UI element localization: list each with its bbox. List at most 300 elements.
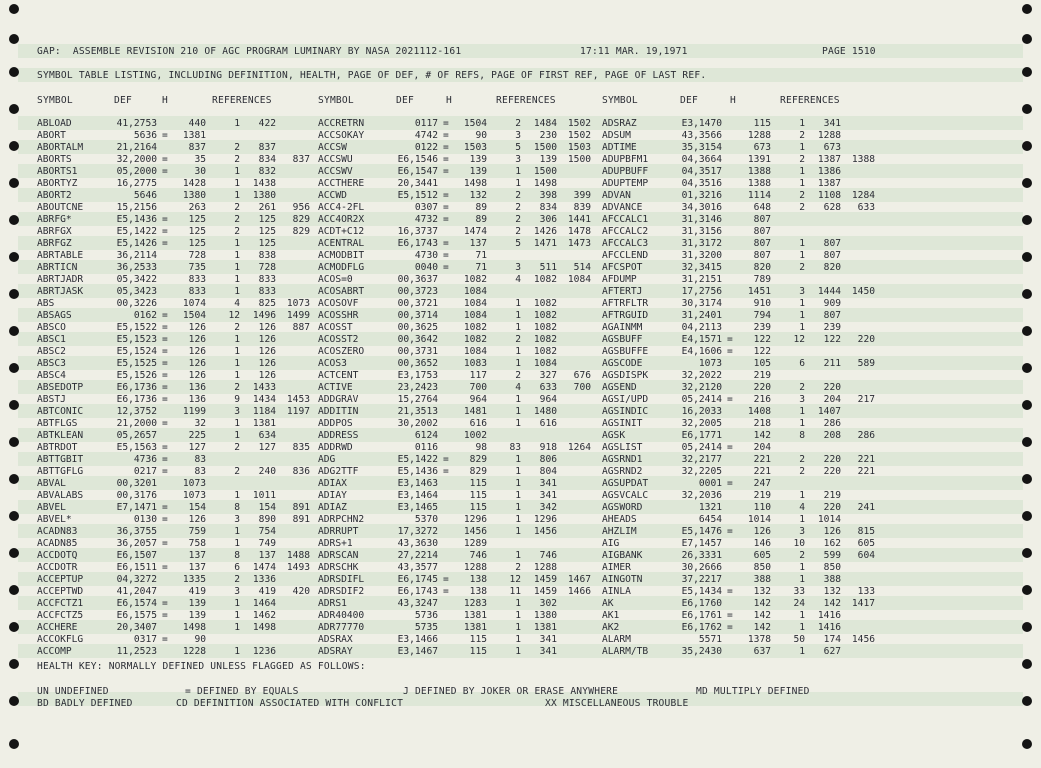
def-page-cell: 137 — [469, 238, 487, 249]
first-ref-cell: 125 — [258, 214, 276, 225]
def-cell: 32,2005 — [681, 418, 722, 429]
symbol-cell: ABSC2 — [37, 346, 66, 357]
symbol-cell: ADR77770 — [318, 622, 365, 633]
first-ref-cell: 1433 — [252, 382, 276, 393]
ref-count-cell: 1 — [515, 466, 521, 477]
ref-count-cell: 8 — [234, 502, 240, 513]
first-ref-cell: 1386 — [817, 166, 841, 177]
ref-count-cell: 1 — [515, 322, 521, 333]
def-cell: 00,3731 — [397, 346, 438, 357]
def-cell: 0130 — [133, 514, 157, 525]
ref-count-cell: 1 — [234, 418, 240, 429]
ref-count-cell: 4 — [515, 274, 521, 285]
feed-hole-icon — [9, 178, 19, 188]
def-cell: 04,3272 — [116, 574, 157, 585]
first-ref-cell: 142 — [823, 598, 841, 609]
def-page-cell: 247 — [753, 478, 771, 489]
def-cell: 00,3201 — [116, 478, 157, 489]
first-ref-cell: 208 — [823, 430, 841, 441]
first-ref-cell: 964 — [539, 394, 557, 405]
def-cell: 11,2523 — [116, 646, 157, 657]
def-cell: 0317 — [133, 634, 157, 645]
def-page-cell: 220 — [753, 382, 771, 393]
def-cell: 31,2401 — [681, 310, 722, 321]
col-header-references: REFERENCES — [780, 95, 840, 106]
def-cell: 21,2000 — [116, 418, 157, 429]
def-page-cell: 1283 — [463, 598, 487, 609]
def-cell: 4736 — [133, 454, 157, 465]
health-cell: = — [162, 418, 168, 429]
last-ref-cell: 1467 — [567, 574, 591, 585]
def-cell: E5,1526 — [116, 370, 157, 381]
symbol-cell: AGSWORD — [602, 502, 643, 513]
health-cell: = — [443, 202, 449, 213]
health-cell: = — [443, 166, 449, 177]
last-ref-cell: 1488 — [286, 550, 310, 561]
ref-count-cell: 1 — [515, 478, 521, 489]
def-cell: 32,2177 — [681, 454, 722, 465]
first-ref-cell: 833 — [258, 274, 276, 285]
symbol-cell: ABSAGS — [37, 310, 72, 321]
health-cell: = — [727, 394, 733, 405]
last-ref-cell: 1441 — [567, 214, 591, 225]
last-ref-cell: 887 — [292, 322, 310, 333]
def-cell: E3,1466 — [397, 634, 438, 645]
symbol-cell: ACDT+C12 — [318, 226, 365, 237]
last-ref-cell: 839 — [573, 202, 591, 213]
ref-count-cell: 2 — [234, 466, 240, 477]
feed-hole-icon — [1022, 548, 1032, 558]
first-ref-cell: 1471 — [533, 238, 557, 249]
def-page-cell: 1114 — [747, 190, 771, 201]
first-ref-cell: 1236 — [252, 646, 276, 657]
health-cell: = — [443, 142, 449, 153]
first-ref-cell: 306 — [539, 214, 557, 225]
first-ref-cell: 1084 — [533, 358, 557, 369]
feed-hole-icon — [9, 739, 19, 749]
def-page-cell: 125 — [188, 214, 206, 225]
def-cell: E5,1512 — [397, 190, 438, 201]
def-cell: 32,3415 — [681, 262, 722, 273]
symbol-cell: AGSVCALC — [602, 490, 649, 501]
def-page-cell: 648 — [753, 202, 771, 213]
symbol-cell: AGSINDIC — [602, 406, 649, 417]
first-ref-cell: 1462 — [252, 610, 276, 621]
def-cell: 0217 — [133, 466, 157, 477]
symbol-cell: ADIAX — [318, 478, 347, 489]
health-key-title: HEALTH KEY: NORMALLY DEFINED UNLESS FLAGGED AS FOLLOWS: — [37, 661, 366, 672]
def-page-cell: 132 — [469, 190, 487, 201]
last-ref-cell: 836 — [292, 466, 310, 477]
def-page-cell: 789 — [753, 274, 771, 285]
health-key-item: = DEFINED BY EQUALS — [185, 686, 299, 697]
def-cell: 1073 — [698, 358, 722, 369]
def-cell: 36,2114 — [116, 250, 157, 261]
feed-hole-icon — [9, 104, 19, 114]
health-cell: = — [162, 562, 168, 573]
def-cell: 00,3714 — [397, 310, 438, 321]
def-cell: 36,2057 — [116, 538, 157, 549]
first-ref-cell: 1498 — [252, 622, 276, 633]
feed-hole-icon — [1022, 141, 1032, 151]
def-page-cell: 1073 — [182, 490, 206, 501]
health-key-item: CD DEFINITION ASSOCIATED WITH CONFLICT — [176, 698, 404, 709]
def-page-cell: 807 — [753, 226, 771, 237]
def-page-cell: 1084 — [463, 346, 487, 357]
symbol-cell: ADRPCHN2 — [318, 514, 365, 525]
first-ref-cell: 126 — [258, 334, 276, 345]
ref-count-cell: 1 — [799, 646, 805, 657]
first-ref-cell: 1296 — [533, 514, 557, 525]
last-ref-cell: 837 — [292, 154, 310, 165]
symbol-cell: ACOSZERO — [318, 346, 365, 357]
symbol-cell: AGSK — [602, 430, 626, 441]
last-ref-cell: 1502 — [567, 130, 591, 141]
last-ref-cell: 1466 — [567, 586, 591, 597]
symbol-cell: AIGBANK — [602, 550, 643, 561]
feed-hole-icon — [1022, 326, 1032, 336]
def-page-cell: 1498 — [463, 178, 487, 189]
def-page-cell: 142 — [753, 598, 771, 609]
def-cell: 00,3637 — [397, 274, 438, 285]
def-page-cell: 616 — [469, 418, 487, 429]
def-page-cell: 964 — [469, 394, 487, 405]
def-page-cell: 132 — [753, 586, 771, 597]
feed-hole-icon — [9, 363, 19, 373]
def-cell: E3,1470 — [681, 118, 722, 129]
def-cell: 00,3176 — [116, 490, 157, 501]
symbol-cell: ABOUTCNE — [37, 202, 84, 213]
def-cell: 0001 — [698, 478, 722, 489]
symbol-cell: ABSCO — [37, 322, 66, 333]
def-cell: 00,3721 — [397, 298, 438, 309]
ref-count-cell: 1 — [515, 502, 521, 513]
last-ref-cell: 891 — [292, 502, 310, 513]
ref-count-cell: 1 — [515, 358, 521, 369]
first-ref-cell: 341 — [539, 634, 557, 645]
symbol-cell: ADIAZ — [318, 502, 347, 513]
def-page-cell: 850 — [753, 562, 771, 573]
def-cell: 16,2033 — [681, 406, 722, 417]
def-cell: E6,1762 — [681, 622, 722, 633]
symbol-cell: ABRTJASK — [37, 286, 84, 297]
symbol-cell: ADRSDIFL — [318, 574, 365, 585]
first-ref-cell: 1082 — [533, 334, 557, 345]
def-cell: 36,2533 — [116, 262, 157, 273]
def-cell: 27,2214 — [397, 550, 438, 561]
def-page-cell: 759 — [188, 526, 206, 537]
def-cell: 30,3174 — [681, 298, 722, 309]
first-ref-cell: 204 — [823, 394, 841, 405]
def-cell: 15,2764 — [397, 394, 438, 405]
symbol-cell: ACCWD — [318, 190, 347, 201]
def-page-cell: 115 — [469, 646, 487, 657]
feed-hole-icon — [9, 289, 19, 299]
first-ref-cell: 749 — [258, 538, 276, 549]
first-ref-cell: 132 — [823, 586, 841, 597]
feed-hole-icon — [9, 252, 19, 262]
health-cell: = — [443, 574, 449, 585]
symbol-cell: ACC4-2FL — [318, 202, 365, 213]
health-cell: = — [162, 358, 168, 369]
def-cell: 1321 — [698, 502, 722, 513]
ref-count-cell: 1 — [515, 346, 521, 357]
def-cell: E3,1465 — [397, 502, 438, 513]
ref-count-cell: 1 — [515, 526, 521, 537]
first-ref-cell: 126 — [823, 526, 841, 537]
def-page-cell: 138 — [469, 586, 487, 597]
ref-count-cell: 2 — [799, 154, 805, 165]
ref-count-cell: 1 — [234, 166, 240, 177]
first-ref-cell: 820 — [823, 262, 841, 273]
symbol-cell: ACCTHERE — [318, 178, 365, 189]
def-page-cell: 1504 — [463, 118, 487, 129]
def-page-cell: 35 — [194, 154, 206, 165]
col-header-def: DEF — [114, 95, 132, 106]
health-cell: = — [162, 466, 168, 477]
ref-count-cell: 1 — [515, 406, 521, 417]
def-cell: E5,1523 — [116, 334, 157, 345]
first-ref-cell: 162 — [823, 538, 841, 549]
def-cell: 31,3156 — [681, 226, 722, 237]
def-cell: 00,3625 — [397, 322, 438, 333]
symbol-cell: ACENTRAL — [318, 238, 365, 249]
last-ref-cell: 891 — [292, 514, 310, 525]
first-ref-cell: 1014 — [817, 514, 841, 525]
feed-hole-icon — [9, 400, 19, 410]
ref-count-cell: 2 — [515, 226, 521, 237]
def-cell: E5,1426 — [116, 238, 157, 249]
symbol-cell: ABLOAD — [37, 118, 72, 129]
def-cell: E5,1422 — [116, 226, 157, 237]
health-key-item: BD BADLY DEFINED — [37, 698, 133, 709]
health-cell: = — [162, 346, 168, 357]
feed-hole-icon — [9, 34, 19, 44]
def-cell: E4,1606 — [681, 346, 722, 357]
first-ref-cell: 909 — [823, 298, 841, 309]
def-cell: 00,3652 — [397, 358, 438, 369]
ref-count-cell: 1 — [234, 370, 240, 381]
def-page-cell: 89 — [475, 214, 487, 225]
ref-count-cell: 4 — [799, 502, 805, 513]
first-ref-cell: 837 — [258, 142, 276, 153]
last-ref-cell: 221 — [857, 454, 875, 465]
print-timestamp: 17:11 MAR. 19,1971 — [580, 46, 688, 57]
health-cell: = — [727, 622, 733, 633]
first-ref-cell: 1082 — [533, 322, 557, 333]
def-page-cell: 90 — [475, 130, 487, 141]
first-ref-cell: 1082 — [533, 346, 557, 357]
def-page-cell: 440 — [188, 118, 206, 129]
health-cell: = — [727, 586, 733, 597]
symbol-cell: ADVAN — [602, 190, 631, 201]
health-cell: = — [443, 454, 449, 465]
first-ref-cell: 825 — [258, 298, 276, 309]
ref-count-cell: 12 — [793, 334, 805, 345]
symbol-cell: ABSTJ — [37, 394, 66, 405]
def-cell: 6454 — [698, 514, 722, 525]
def-page-cell: 105 — [753, 358, 771, 369]
feed-hole-icon — [9, 511, 19, 521]
ref-count-cell: 2 — [515, 118, 521, 129]
ref-count-cell: 5 — [515, 142, 521, 153]
def-page-cell: 746 — [469, 550, 487, 561]
symbol-cell: ABS — [37, 298, 55, 309]
symbol-cell: ADSRAZ — [602, 118, 637, 129]
ref-count-cell: 1 — [515, 550, 521, 561]
symbol-cell: ACOS3 — [318, 358, 347, 369]
first-ref-cell: 1500 — [533, 142, 557, 153]
feed-hole-icon — [9, 215, 19, 225]
health-cell: = — [162, 394, 168, 405]
def-page-cell: 136 — [188, 394, 206, 405]
first-ref-cell: 220 — [823, 454, 841, 465]
ref-count-cell: 2 — [234, 142, 240, 153]
symbol-cell: AFTERTJ — [602, 286, 643, 297]
first-ref-cell: 125 — [258, 238, 276, 249]
col-header-references: REFERENCES — [496, 95, 556, 106]
def-page-cell: 32 — [194, 418, 206, 429]
symbol-cell: ABRTICN — [37, 262, 78, 273]
ref-count-cell: 5 — [515, 238, 521, 249]
first-ref-cell: 1011 — [252, 490, 276, 501]
def-page-cell: 1451 — [747, 286, 771, 297]
symbol-cell: ACC4OR2X — [318, 214, 365, 225]
symbol-cell: ABORTS — [37, 154, 72, 165]
symbol-cell: ACOS=0 — [318, 274, 353, 285]
ref-count-cell: 1 — [799, 166, 805, 177]
def-page-cell: 1388 — [747, 166, 771, 177]
symbol-cell: ABORT — [37, 130, 66, 141]
def-cell: 4742 — [414, 130, 438, 141]
first-ref-cell: 1416 — [817, 610, 841, 621]
def-cell: 00,3723 — [397, 286, 438, 297]
ref-count-cell: 1 — [799, 406, 805, 417]
def-page-cell: 1288 — [463, 562, 487, 573]
ref-count-cell: 1 — [799, 142, 805, 153]
symbol-cell: ABTFLGS — [37, 418, 78, 429]
def-cell: E6,1771 — [681, 430, 722, 441]
symbol-cell: AGAINMM — [602, 322, 643, 333]
ref-count-cell: 3 — [515, 262, 521, 273]
symbol-cell: ADSRAX — [318, 634, 353, 645]
ref-count-cell: 1 — [799, 610, 805, 621]
ref-count-cell: 9 — [234, 394, 240, 405]
ref-count-cell: 3 — [234, 586, 240, 597]
first-ref-cell: 239 — [823, 322, 841, 333]
feed-hole-icon — [1022, 104, 1032, 114]
symbol-cell: ADRRUPT — [318, 526, 359, 537]
symbol-cell: ACADN83 — [37, 526, 78, 537]
def-page-cell: 910 — [753, 298, 771, 309]
symbol-cell: ACCOKFLG — [37, 634, 84, 645]
symbol-cell: ABSC4 — [37, 370, 66, 381]
first-ref-cell: 126 — [258, 370, 276, 381]
symbol-cell: AK1 — [602, 610, 620, 621]
symbol-cell: ADRSDIF2 — [318, 586, 365, 597]
last-ref-cell: 1453 — [286, 394, 310, 405]
ref-count-cell: 1 — [515, 490, 521, 501]
feed-hole-icon — [1022, 4, 1032, 14]
first-ref-cell: 633 — [539, 382, 557, 393]
def-cell: 30,2666 — [681, 562, 722, 573]
first-ref-cell: 1484 — [533, 118, 557, 129]
last-ref-cell: 1502 — [567, 118, 591, 129]
def-cell: E3,1467 — [397, 646, 438, 657]
symbol-cell: ACCSW — [318, 142, 347, 153]
def-page-cell: 127 — [188, 442, 206, 453]
health-cell: = — [162, 214, 168, 225]
def-page-cell: 1378 — [747, 634, 771, 645]
first-ref-cell: 122 — [823, 334, 841, 345]
def-cell: 4732 — [414, 214, 438, 225]
ref-count-cell: 1 — [234, 190, 240, 201]
ref-count-cell: 2 — [234, 202, 240, 213]
def-cell: 17,2756 — [681, 286, 722, 297]
symbol-cell: ADG — [318, 454, 336, 465]
def-page-cell: 1082 — [463, 322, 487, 333]
def-page-cell: 1503 — [463, 142, 487, 153]
health-cell: = — [443, 130, 449, 141]
symbol-cell: ADDITIN — [318, 406, 359, 417]
def-page-cell: 221 — [753, 454, 771, 465]
first-ref-cell: 1500 — [533, 166, 557, 177]
def-cell: 4730 — [414, 250, 438, 261]
health-cell: = — [443, 586, 449, 597]
symbol-cell: ADIAY — [318, 490, 347, 501]
def-page-cell: 807 — [753, 238, 771, 249]
symbol-cell: ADRS1 — [318, 598, 347, 609]
ref-count-cell: 11 — [509, 586, 521, 597]
health-cell: = — [162, 226, 168, 237]
first-ref-cell: 1434 — [252, 394, 276, 405]
first-ref-cell: 1459 — [533, 574, 557, 585]
symbol-cell: ACOSABRT — [318, 286, 365, 297]
ref-count-cell: 2 — [799, 382, 805, 393]
def-cell: 43,3247 — [397, 598, 438, 609]
def-page-cell: 1083 — [463, 358, 487, 369]
first-ref-cell: 126 — [258, 322, 276, 333]
first-ref-cell: 746 — [539, 550, 557, 561]
last-ref-cell: 217 — [857, 394, 875, 405]
first-ref-cell: 838 — [258, 250, 276, 261]
first-ref-cell: 1082 — [533, 274, 557, 285]
def-page-cell: 1014 — [747, 514, 771, 525]
def-cell: E6,1511 — [116, 562, 157, 573]
symbol-cell: ADDPOS — [318, 418, 353, 429]
def-cell: 41,2047 — [116, 586, 157, 597]
ref-count-cell: 2 — [515, 370, 521, 381]
ref-count-cell: 3 — [799, 394, 805, 405]
symbol-cell: AGSRND2 — [602, 466, 643, 477]
health-cell: = — [162, 322, 168, 333]
first-ref-cell: 673 — [823, 142, 841, 153]
health-cell: = — [162, 310, 168, 321]
last-ref-cell: 829 — [292, 226, 310, 237]
ref-count-cell: 2 — [515, 334, 521, 345]
def-cell: 0162 — [133, 310, 157, 321]
health-cell: = — [443, 250, 449, 261]
first-ref-cell: 154 — [258, 502, 276, 513]
ref-count-cell: 1 — [234, 178, 240, 189]
first-ref-cell: 125 — [258, 226, 276, 237]
ref-count-cell: 2 — [234, 226, 240, 237]
ref-count-cell: 2 — [234, 382, 240, 393]
def-page-cell: 637 — [753, 646, 771, 657]
first-ref-cell: 806 — [539, 454, 557, 465]
symbol-cell: ADRSCAN — [318, 550, 359, 561]
def-page-cell: 115 — [469, 490, 487, 501]
